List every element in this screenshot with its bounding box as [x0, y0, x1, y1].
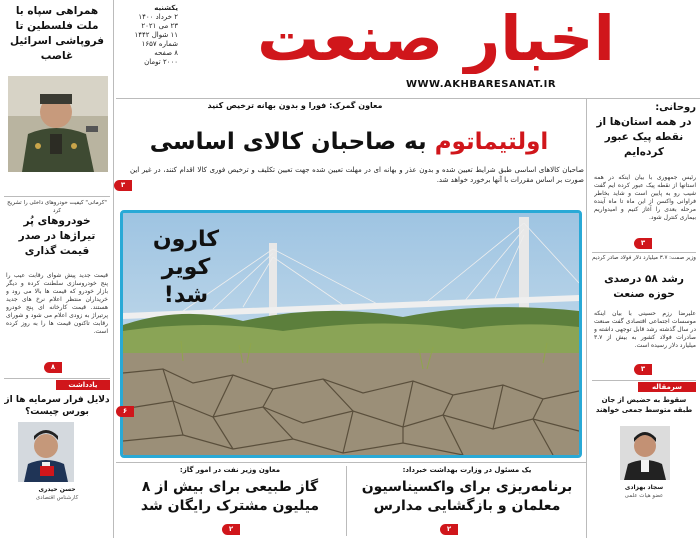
right-column [588, 98, 700, 538]
left-rule-1 [4, 196, 110, 197]
date-solar: ۲ خرداد ۱۴۰۰ [138, 13, 178, 21]
date-gregorian: ۲۳ می ۲۰۲۱ [141, 22, 178, 30]
car-body: قیمت جدید پیش شوای رقابت عیب را پنج خودروسازی سلطنت کرده و دیگر بازار خودرو که قیمت ها بالا می رود و خریداران منتظر اعلام نرخ های جدید هستند. قیمت کارخانه ای پنج خودرو پرتیراژ به زودی اعلام می شود و شورای رقابت تاکنون قیمت ها را به روز کرده است. [6, 272, 108, 335]
editorial-section-tag: سرمقاله [638, 382, 696, 392]
center-rule-bottom [116, 462, 586, 463]
car-page-number[interactable]: ۸ [44, 362, 62, 373]
editor-portrait [620, 426, 670, 480]
rouhani-body: رئیس جمهوری با بیان اینکه در همه استانها از نقطه پیک عبور کرده ایم گفت شیب رو به پایین است و شاید بخاطر فراوانی واکسن از این ماه تا ماه آینده مرحله بعدی را آغاز کنیم و امیدواریم بیماری کنترل شود. [594, 174, 696, 221]
lead-page-number[interactable]: ۳ [114, 180, 132, 191]
story1-page-number[interactable]: ۲ [440, 524, 458, 535]
sepah-headline[interactable]: همراهی سپاه با ملت فلسطین تا فروپاشی اسرائیل غاصب [9, 5, 105, 62]
car-kicker: "کرمانی" کیفیت خودروهای داخلی را تشریح کرد [7, 200, 107, 214]
story1-headline[interactable]: برنامه‌ریزی برای واکسیناسیون معلمان و بازگشایی مدارس [361, 479, 573, 514]
editorial-headline[interactable]: سقوط به حضیض از جان طبقه متوسط جمعی خواهند [595, 396, 693, 414]
masthead [116, 0, 700, 98]
steel-body: علیرضا رزم حسینی با بیان اینکه موسسات اجتماعی اقتصادی گفت صنعت در سال گذشته رشد قابل توجهی داشته و صادرات فولاد کشور به بیش از ۳.۷ میلیارد دلار رسیده است. [594, 310, 696, 349]
main-headline[interactable] [114, 127, 584, 157]
story2-page-number[interactable]: ۲ [222, 524, 240, 535]
center-kicker: معاون گمرک: فورا و بدون بهانه ترخیص کنید [207, 101, 383, 110]
logo-graphic [176, 2, 696, 74]
story2-kicker: معاون وزیر نفت در امور گاز: [179, 466, 281, 474]
editor-name: سجاد بهزادی [624, 484, 664, 491]
right-rule-1 [592, 252, 696, 253]
rouhani-page-number[interactable]: ۳ [634, 238, 652, 249]
center-story-divider [346, 466, 347, 536]
page-count: ۸ صفحه [154, 49, 178, 57]
commander-photo [8, 76, 108, 172]
column-rule-left [113, 0, 114, 538]
price: ۲۰۰۰ تومان [144, 58, 178, 66]
story2-headline[interactable]: گاز طبیعی برای بیش از ۸ میلیون مشترک رایگان شد [140, 479, 320, 514]
photo-page-number[interactable]: ۶ [116, 406, 134, 417]
story1-kicker: یک مسئول در وزارت بهداشت خبرداد: [402, 466, 532, 474]
left-column [0, 0, 112, 538]
site-url: WWW.AKHBARESANAT.IR [405, 79, 557, 90]
main-headline-black: به صاحبان کالای اساسی [149, 129, 427, 155]
editor-photo [620, 426, 670, 480]
rouhani-kicker: روحانی: [655, 102, 696, 113]
commander-portrait [8, 76, 108, 172]
right-rule-2 [592, 380, 696, 381]
date-weekday: یکشنبه [154, 4, 178, 12]
car-headline[interactable]: خودروهای پُر تیراژها در صدر قیمت گذاری [18, 215, 96, 257]
author-photo [18, 422, 74, 482]
issue-number: شماره ۱۶۵۷ [141, 40, 178, 48]
date-block [116, 4, 178, 67]
rouhani-headline[interactable]: در همه استان‌ها از نقطه پیک عبور کرده‌ایم [596, 116, 692, 158]
steel-kicker: وزیر صمت: ۳.۷ میلیارد دلار فولاد صادر کردیم [592, 255, 696, 261]
note-section-tag: یادداشت [56, 380, 110, 390]
author-role: کارشناس اقتصادی [35, 495, 79, 501]
author-name: حسن حیدری [38, 486, 76, 493]
photo-caption[interactable]: کارون کویر شد! [152, 227, 220, 308]
main-headline-red: اولتیماتوم [434, 129, 549, 155]
main-lead: صاحبان کالاهای اساسی طبق شرایط تعیین شده و بدون عذر و بهانه ای در مهلت تعیین شده جهت تعیین تکلیف و ترخیص فوری کالا اقدام کنند، در غیر این صورت بر اساس مقررات با آنها برخورد خواهد شد. [130, 166, 584, 184]
date-lunar: ۱۱ شوال ۱۴۴۲ [134, 31, 178, 39]
steel-page-number[interactable]: ۳ [634, 364, 652, 375]
author-portrait [18, 422, 74, 482]
logo-text: اخبار صنعت [257, 2, 615, 74]
steel-headline[interactable]: رشد ۵۸ درصدی حوزه صنعت [604, 273, 684, 300]
left-rule-2 [4, 378, 110, 379]
column-rule-right [586, 98, 587, 538]
note-headline[interactable]: دلایل فرار سرمایه ها از بورس چیست؟ [4, 395, 110, 417]
logo [176, 2, 696, 74]
editor-role: عضو هیات علمی [624, 493, 664, 499]
